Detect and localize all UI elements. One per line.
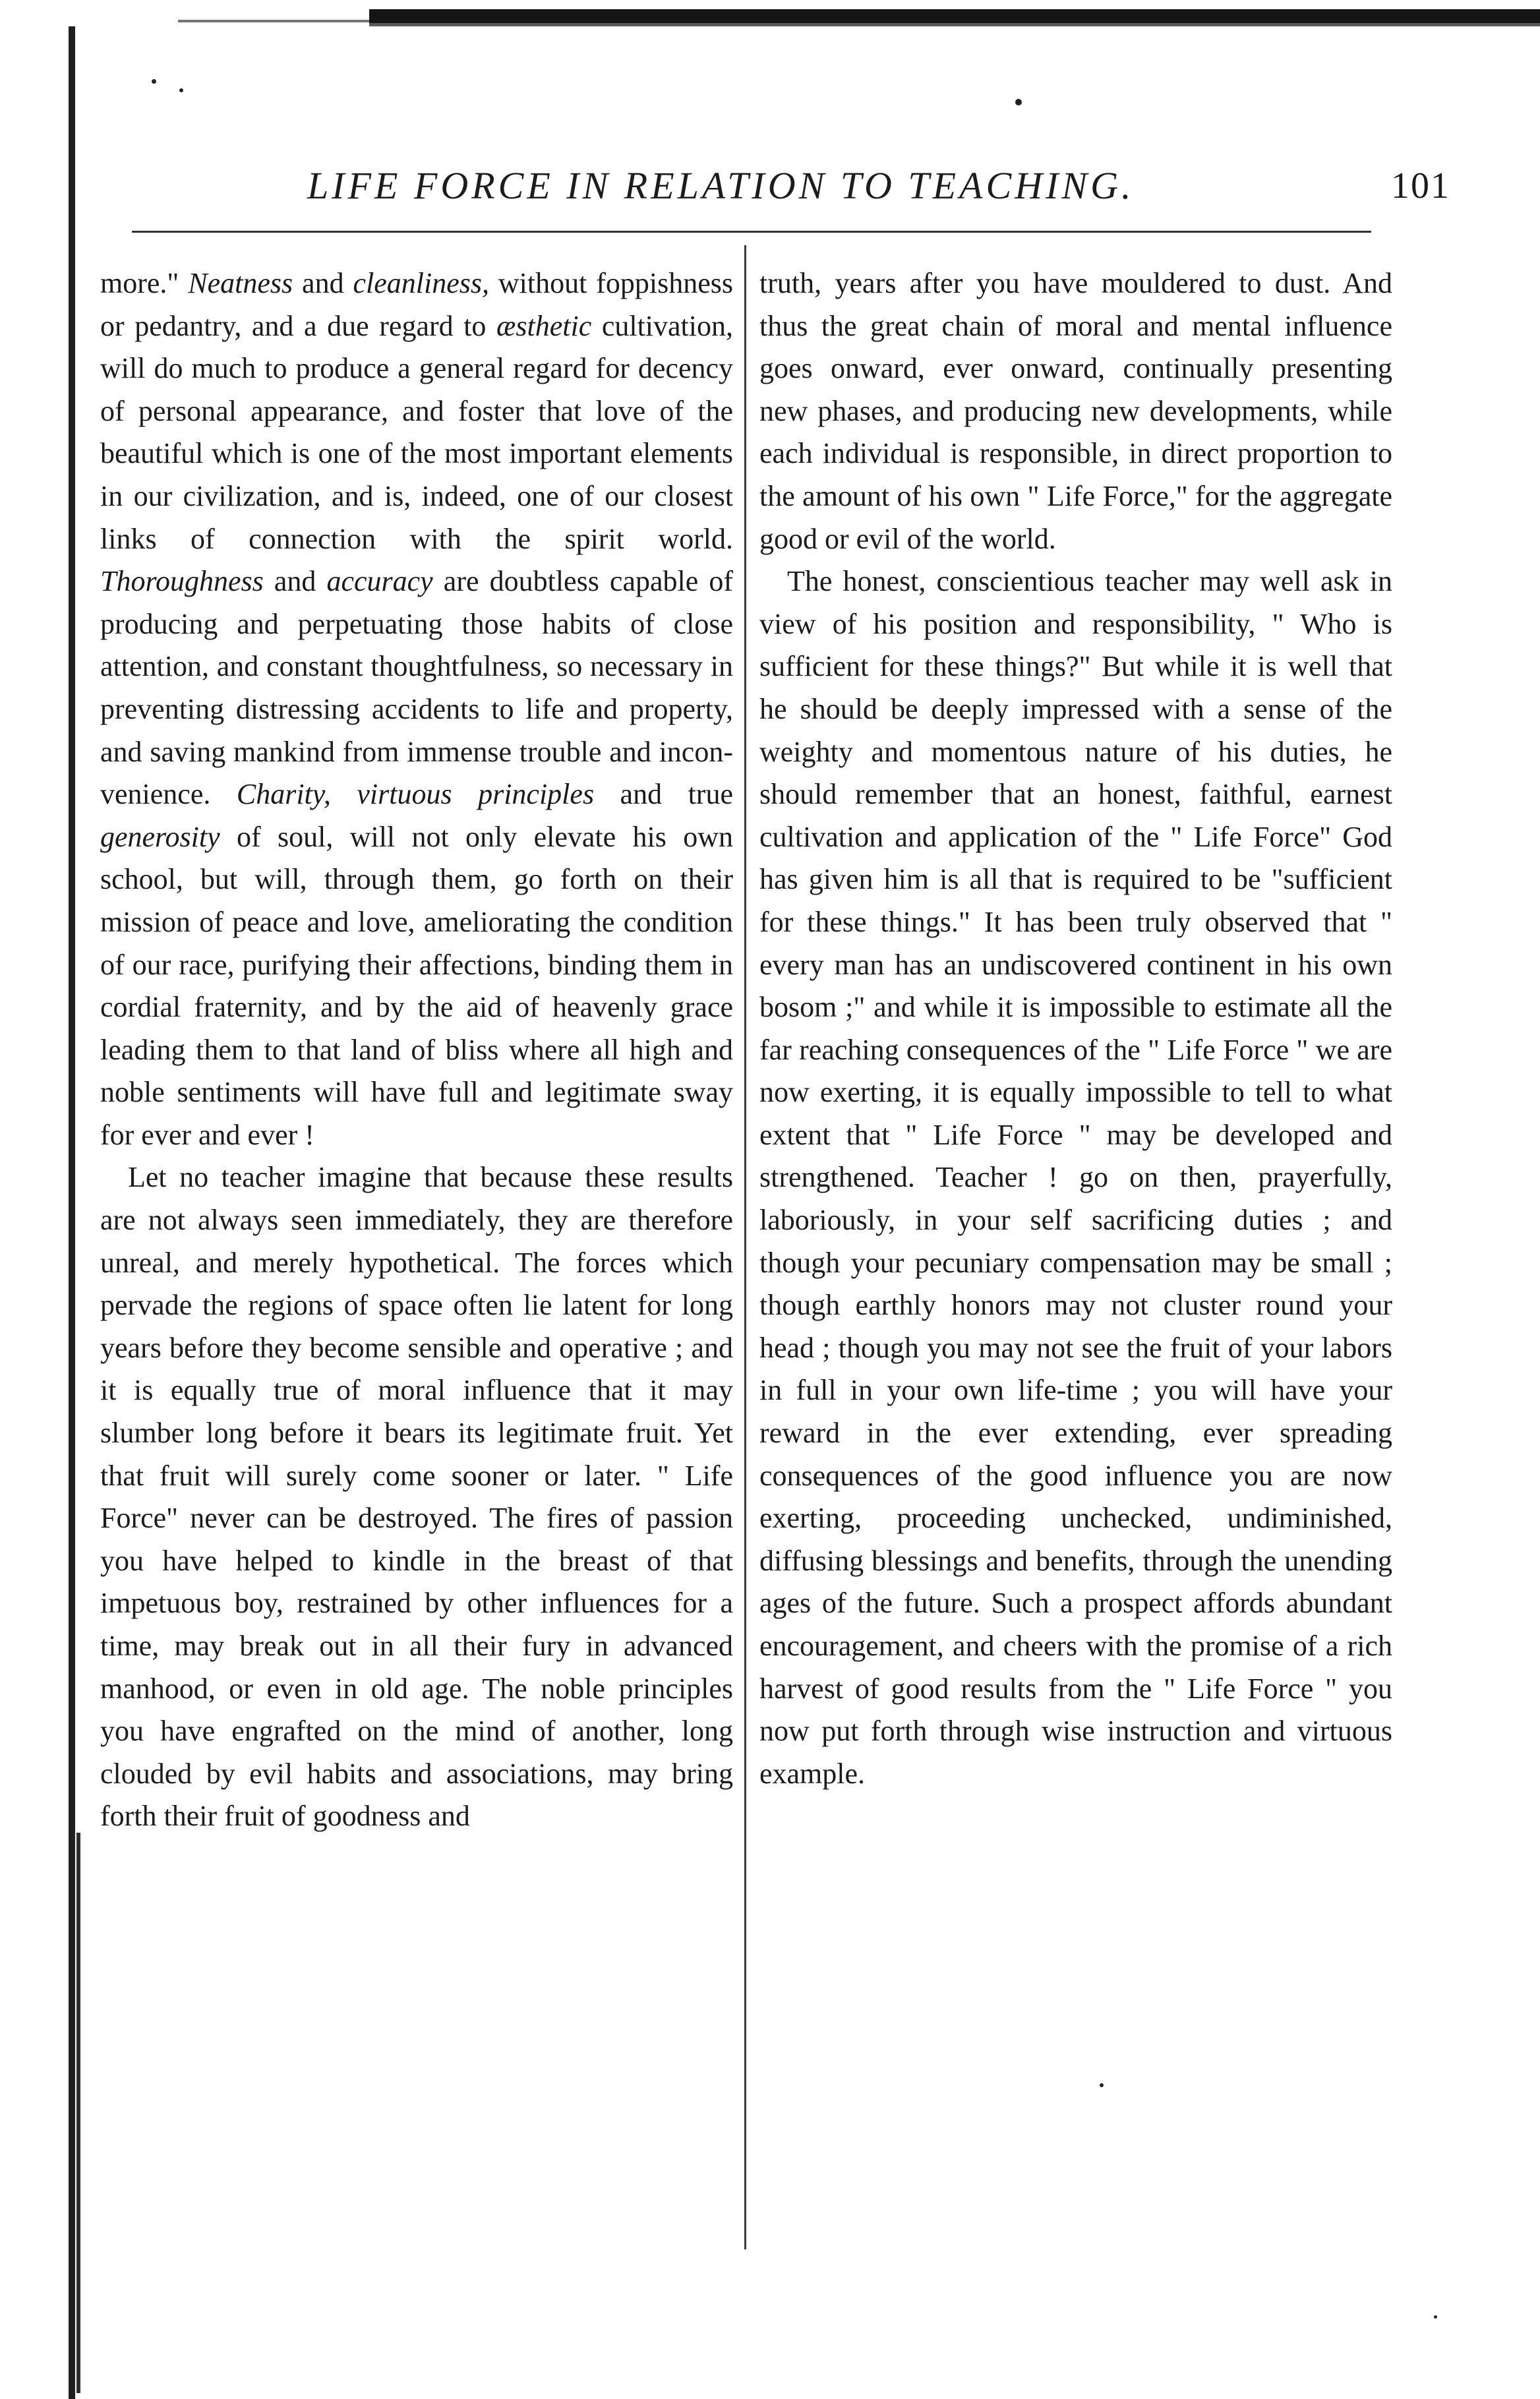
page-header: [99, 163, 1450, 216]
ink-speck: [152, 79, 156, 84]
text-run: Let no teacher imagine that because these results are not always seen immediately, they are therefore unreal, and merely hypothetical. The forces which pervade the regions of space often lie latent for long years before they become sensible and operative ; and it is equally true of moral influence that it may slumber long before it bears its legitimate fruit. Yet that fruit will surely come sooner or later. " Life Force" never can be destroyed. The fires of passion you have helped to kindle in the breast of that impetuous boy, restrained by other influences for a time, may break out in all their fury in advanced manhood, or even in old age. The noble principles you have engrafted on the mind of another, long clouded by evil habits and associations, may bring forth their fruit of goodness and: [100, 1161, 733, 1833]
paragraph: [759, 262, 1392, 560]
top-rule-thin: [369, 23, 1540, 26]
italic-text: Neatness: [188, 267, 293, 299]
binding-edge-lower: [76, 1833, 80, 2393]
italic-text: æsthetic: [496, 309, 592, 342]
text-run: and: [293, 267, 353, 299]
page-number: 101: [1391, 165, 1450, 206]
left-column: [100, 262, 733, 1838]
text-run: and true: [594, 778, 733, 811]
paragraph: [100, 262, 733, 1156]
column-divider: [744, 245, 746, 2249]
ink-speck: [179, 88, 183, 92]
text-run: cultivation, will do much to produce a general regard for decency of personal appearance, and foster that love of the beautiful which is one of the most important elements in our civilization, and is, indeed, one of our closest links of connection with the spirit world.: [100, 309, 734, 555]
ink-speck: [1434, 2315, 1437, 2319]
ink-speck: [1015, 99, 1022, 105]
italic-text: generosity: [100, 820, 220, 853]
text-run: The honest, conscientious teacher may well ask in view of his position and responsibility, " Who is sufficient for these things?" But while it is well that he should be deeply impressed with a sense of the weighty and momentous nature of his duties, he should remember that an honest, faithful, earnest cultivation and application of the " Life Force" God has given him is all that is required to be "sufficient for these things." It has been truly observed that " every man has an undiscovered continent in his own bosom ;" and while it is impossible to estimate all the far reaching consequences of the " Life Force " we are now exerting, it is equally impossible to tell to what extent that " Life Force " may be developed and strengthened. Teacher ! go on then, prayerfully, laboriously, in your self sacrificing duties ; and though your pecuniary compensation may be small ; though earthly honors may not cluster round your head ; though you may not see the fruit of your labors in full in your own life-time ; you will have your reward in the ever extending, ever spreading consequences of the good influence you are now exerting, proceeding unchecked, undiminished, diffusing blessings and benefits, through the unending ages of the future. Such a prospect affords abundant encouragement, and cheers with the promise of a rich harvest of good results from the " Life Force " you now put forth through wise instruction and virtuous example.: [759, 565, 1392, 1790]
text-run: truth, years after you have mouldered to dust. And thus the great chain of moral and mental influence goes onward, ever onward, continually presenting new phases, and producing new developments, while each individual is responsible, in direct proportion to the amount of his own " Life Force," for the aggregate good or evil of the world.: [759, 267, 1392, 555]
italic-text: accuracy: [326, 565, 433, 598]
text-run: and: [263, 565, 327, 598]
paragraph: [759, 560, 1392, 1795]
text-run: without foppishness or pedantry, and a due regard to: [100, 267, 733, 342]
italic-text: Charity, virtuous principles: [236, 778, 595, 811]
paragraph: [100, 1156, 733, 1838]
ink-speck: [1100, 2083, 1104, 2087]
header-rule: [132, 231, 1371, 233]
italic-text: Thoroughness: [100, 565, 264, 598]
top-rule-left: [178, 20, 369, 22]
text-run: of soul, will not only elevate his own school, but will, through them, go forth on their mission of peace and love, ameliorating the condition of our race, purifying their affections, binding them in cordial fraternity, and by the aid of heavenly grace leading them to that land of bliss where all high and noble sentiments will have full and legitimate sway for ever and ever !: [100, 820, 733, 1151]
italic-text: cleanliness,: [353, 267, 489, 299]
text-run: more.": [100, 267, 189, 299]
right-column: [759, 262, 1392, 1795]
top-rule: [369, 9, 1540, 24]
text-run: are doubtless capable of producing and perpetuating those habits of close attention, and constant thoughtfulness, so necessary in preventing distressing accidents to life and property, and saving mankind from immense trouble and inconvenience.: [100, 565, 734, 811]
binding-edge: [69, 26, 75, 2399]
running-title: LIFE FORCE IN RELATION TO TEACHING.: [307, 164, 1135, 207]
